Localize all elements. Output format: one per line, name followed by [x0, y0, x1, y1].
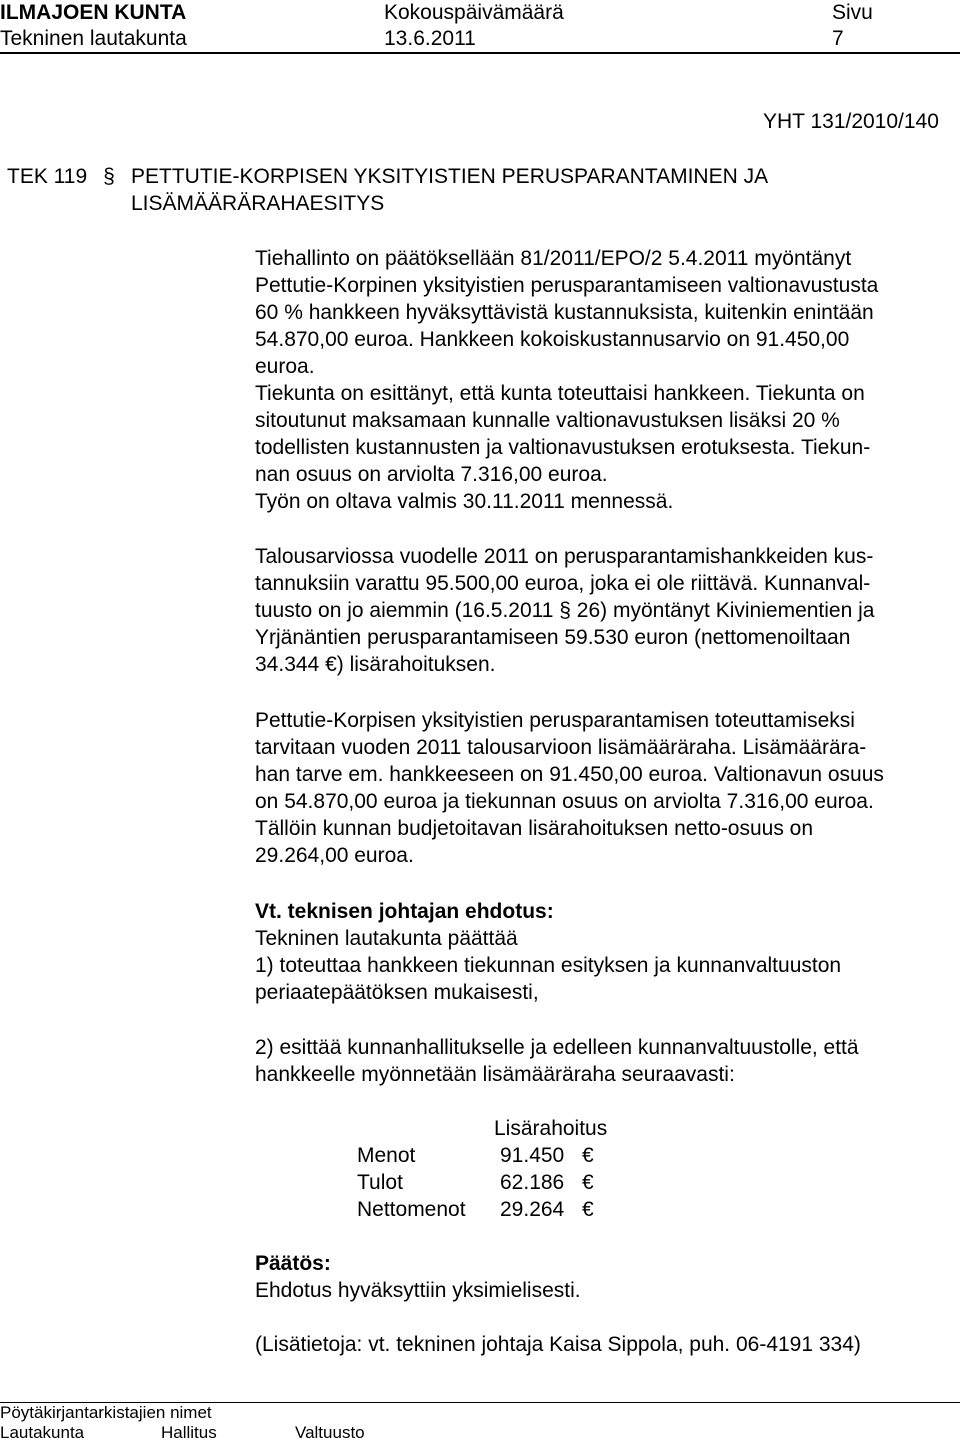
- footer-col-lautakunta: Lautakunta: [0, 1423, 85, 1442]
- text-line: Talousarviossa vuodelle 2011 on perusparantamishankkeiden kus-: [255, 545, 874, 568]
- text-line: 1) toteuttaa hankkeen tiekunnan esityksen ja kunnanvaltuuston: [255, 954, 842, 977]
- page-header: [0, 0, 960, 54]
- decision-section: [255, 1250, 955, 1304]
- text-line: todellisten kustannusten ja valtionavustuksen erotuksesta. Tiekun-: [255, 436, 871, 459]
- page-footer: [0, 1402, 960, 1442]
- text-line: 2) esittää kunnanhallitukselle ja edelleen kunnanvaltuustolle, että: [255, 1036, 859, 1059]
- text-line: Pettutie-Korpinen yksityistien perusparantamiseen valtionavustusta: [255, 274, 879, 297]
- meeting-date: 13.6.2011: [384, 27, 476, 50]
- text-line: hankkeelle myönnetään lisämääräraha seuraavasti:: [255, 1063, 735, 1086]
- info-line: [255, 1331, 955, 1358]
- item-number: [7, 163, 87, 190]
- euro-sign: €: [582, 1144, 594, 1167]
- proposal-section: [255, 898, 955, 1006]
- text-line: Tiekunta on esittänyt, että kunta toteuttaisi hankkeen. Tiekunta on: [255, 382, 865, 405]
- text-line: Yrjänäntien perusparantamiseen 59.530 euron (nettomenoiltaan: [255, 626, 851, 649]
- decision-heading: Päätös:: [255, 1252, 331, 1275]
- item-title-line: PETTUTIE-KORPISEN YKSITYISTIEN PERUSPARANTAMINEN JA: [131, 165, 769, 188]
- proposal-heading: Vt. teknisen johtajan ehdotus:: [255, 900, 554, 923]
- contact-info: (Lisätietoja: vt. tekninen johtaja Kaisa Sippola, puh. 06-4191 334): [255, 1333, 861, 1356]
- item-title-line: LISÄMÄÄRÄRAHAESITYS: [131, 192, 385, 215]
- paragraph-background: [255, 245, 955, 515]
- text-line: Tiehallinto on päätöksellään 81/2011/EPO/2 5.4.2011 myöntänyt: [255, 247, 852, 270]
- item-code: TEK 119: [7, 165, 88, 188]
- text-line: sitoutunut maksamaan kunnalle valtionavustuksen lisäksi 20 %: [255, 409, 840, 432]
- section-sign: §: [103, 165, 115, 188]
- footer-col-valtuusto: Valtuusto: [295, 1423, 365, 1442]
- budget-header: Lisärahoitus: [494, 1117, 608, 1140]
- text-line: tarvitaan vuoden 2011 talousarvioon lisämääräraha. Lisämäärära-: [255, 736, 867, 759]
- proposal-section-2: [255, 1034, 955, 1088]
- text-line: periaatepäätöksen mukaisesti,: [255, 981, 539, 1004]
- text-line: euroa.: [255, 355, 315, 378]
- budget-label: Menot: [357, 1144, 416, 1167]
- text-line: tannuksiin varattu 95.500,00 euroa, joka ei ole riittävä. Kunnanval-: [255, 572, 871, 595]
- header-rule: [0, 52, 960, 54]
- text-line: 60 % hankkeen hyväksyttävistä kustannuksista, kuitenkin enintään: [255, 301, 874, 324]
- footer-col-hallitus: Hallitus: [161, 1423, 217, 1442]
- budget-value: 62.186: [500, 1171, 565, 1194]
- text-line: 54.870,00 euroa. Hankkeen kokoiskustannusarvio on 91.450,00: [255, 328, 850, 351]
- footer-title: Pöytäkirjantarkistajien nimet: [0, 1403, 212, 1422]
- budget-value: 91.450: [500, 1144, 565, 1167]
- text-line: Tällöin kunnan budjetoitavan lisärahoituksen netto-osuus on: [255, 817, 814, 840]
- item-title: [131, 163, 768, 217]
- budget-label: Nettomenot: [357, 1198, 466, 1221]
- text-line: 29.264,00 euroa.: [255, 844, 414, 867]
- paragraph-budget: [255, 543, 955, 678]
- text-line: Tekninen lautakunta päättää: [255, 927, 518, 950]
- text-line: Pettutie-Korpisen yksityistien perusparantamisen toteuttamiseksi: [255, 709, 855, 732]
- page-number: 7: [832, 27, 844, 50]
- text-line: 34.344 €) lisärahoituksen.: [255, 653, 496, 676]
- text-line: nan osuus on arviolta 7.316,00 euroa.: [255, 463, 608, 486]
- decision-text: Ehdotus hyväksyttiin yksimielisesti.: [255, 1279, 581, 1302]
- euro-sign: €: [582, 1198, 594, 1221]
- reference-number: YHT 131/2010/140: [763, 110, 939, 133]
- text-line: Työn on oltava valmis 30.11.2011 mennessä.: [255, 490, 674, 513]
- text-line: han tarve em. hankkeeseen on 91.450,00 euroa. Valtionavun osuus: [255, 763, 884, 786]
- text-line: on 54.870,00 euroa ja tiekunnan osuus on arviolta 7.316,00 euroa.: [255, 790, 874, 813]
- text-line: tuusto on jo aiemmin (16.5.2011 § 26) myöntänyt Kiviniementien ja: [255, 599, 875, 622]
- budget-label: Tulot: [357, 1171, 403, 1194]
- page-label: Sivu: [832, 1, 873, 24]
- org-name: ILMAJOEN KUNTA: [0, 1, 187, 24]
- committee-name: Tekninen lautakunta: [0, 27, 187, 50]
- date-label: Kokouspäivämäärä: [384, 1, 564, 24]
- paragraph-funding: [255, 707, 955, 869]
- euro-sign: €: [582, 1171, 594, 1194]
- budget-value: 29.264: [500, 1198, 565, 1221]
